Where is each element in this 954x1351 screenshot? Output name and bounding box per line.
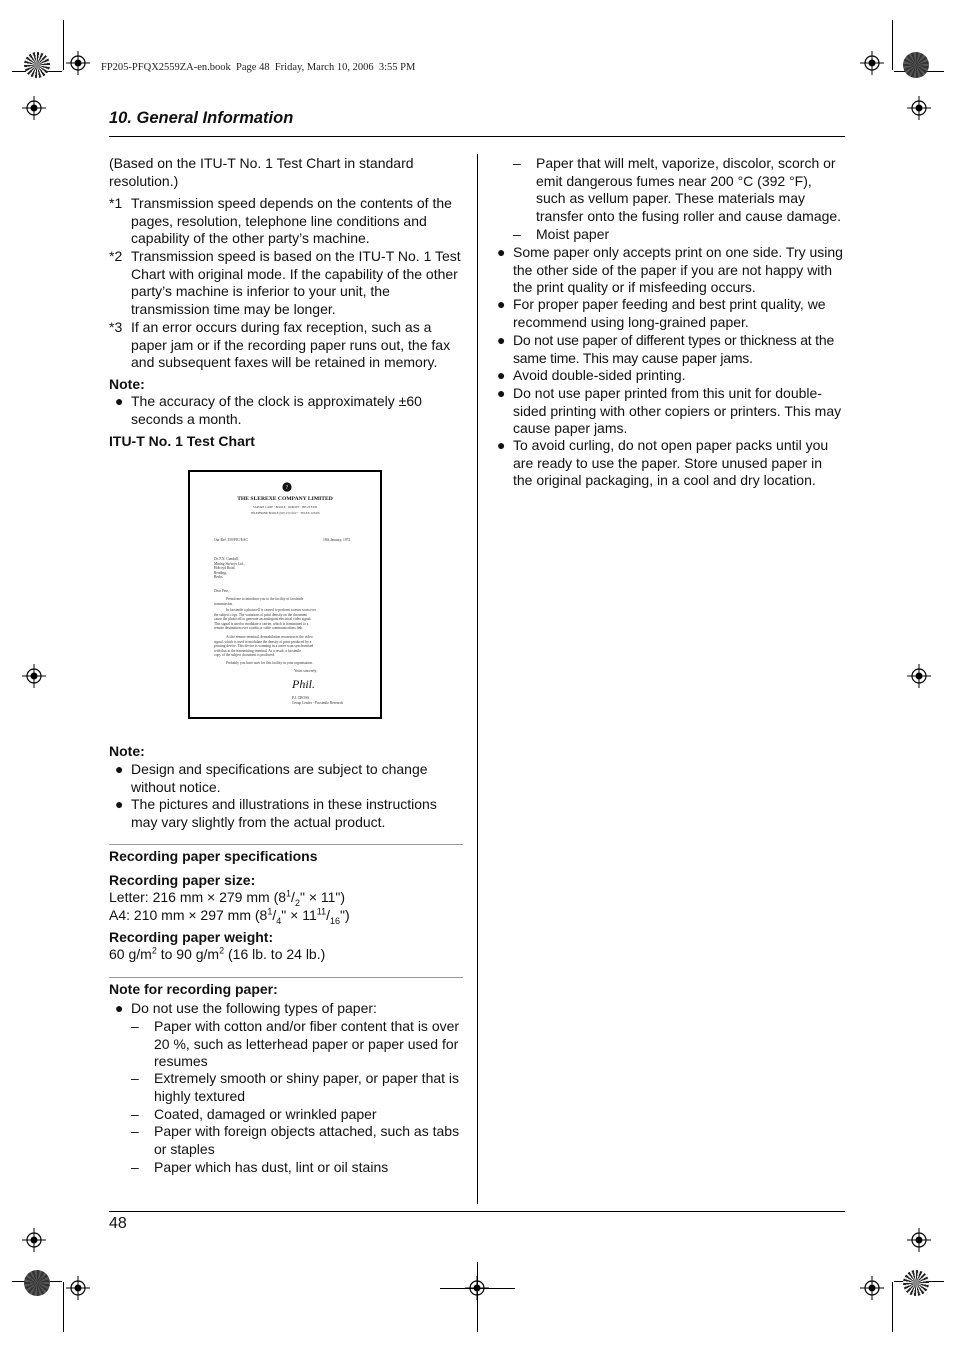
- text-run: " × 11"): [299, 889, 346, 905]
- registration-mark-icon: [907, 664, 931, 688]
- bullet-line: the other side of the paper if you are not happy with: [513, 261, 833, 278]
- text-run: 2: [151, 945, 157, 956]
- intro-text: [109, 155, 464, 190]
- text-run: 4: [276, 915, 282, 926]
- footnote-mark: *3: [109, 319, 123, 335]
- bullet-icon: ●: [115, 796, 124, 812]
- chart-recipient-line: Berks.: [214, 575, 224, 580]
- footnote: [109, 248, 464, 319]
- page-number: 48: [109, 1215, 127, 1232]
- dash-line: Paper with cotton and/or fiber content that is over: [154, 1018, 460, 1034]
- bullet-line: same time. This may cause paper jams.: [513, 349, 753, 366]
- registration-mark-icon: [860, 51, 884, 75]
- note-heading: Note for recording paper:: [109, 981, 278, 997]
- text-run: "): [339, 907, 350, 923]
- bullet-line: For proper paper feeding and best print quality, we: [513, 296, 826, 312]
- chart-line: copy of the subject document is produced.: [214, 653, 275, 658]
- text-run: to 90 g/m: [156, 946, 220, 962]
- chart-recipient-line: Dr. P.N. Cundall,: [214, 557, 239, 561]
- registration-mark-icon: [22, 1228, 46, 1252]
- dash-mark: –: [131, 1123, 139, 1139]
- bullet-line: Design and specifications are subject to change: [131, 761, 428, 777]
- chart-paragraph: [214, 597, 303, 606]
- chart-line: transmission.: [214, 601, 234, 606]
- paper-size-heading: Recording paper size:: [109, 872, 256, 888]
- bullet-item: [491, 296, 849, 331]
- chart-date: 18th January, 1972.: [323, 538, 352, 542]
- footnote-line: Transmission speed depends on the contents of the: [131, 195, 452, 211]
- section-rule: [109, 844, 463, 845]
- chart-ref: Our Ref. 350/PJC/EAC: [214, 538, 248, 542]
- footnote-line: and subsequent faxes will be retained in memory.: [131, 354, 438, 371]
- bullet-item: [491, 385, 849, 438]
- footnote: [109, 319, 464, 372]
- bullet-line: Do not use the following types of paper:: [131, 1000, 377, 1016]
- chart-line: with that at the transmitting terminal. As a result, a facsimile: [214, 648, 302, 653]
- dash-line: or staples: [154, 1140, 215, 1157]
- chart-line: the subject copy. The variations of print density on the document: [214, 612, 308, 617]
- dash-line: Paper that will melt, vaporize, discolor, scorch or: [536, 155, 836, 171]
- intro-line: (Based on the ITU-T No. 1 Test Chart in standard: [109, 155, 414, 171]
- chart-company-name: THE SLEREXE COMPANY LIMITED: [237, 496, 333, 502]
- chart-recipient-line: Holroyd Road,: [214, 566, 236, 571]
- bullet-line: Do not use paper printed from this unit for double-: [513, 385, 822, 401]
- dash-mark: –: [513, 155, 521, 171]
- chart-salutation: Dear Pete,: [214, 589, 229, 593]
- bullet-icon: ●: [497, 296, 506, 312]
- dash-mark: –: [131, 1106, 139, 1122]
- footnote-mark: *1: [109, 195, 123, 211]
- text-run: 1: [286, 888, 292, 899]
- footnote-line: Transmission speed is based on the ITU-T No. 1 Test: [131, 248, 461, 264]
- dash-line: 20 %, such as letterhead paper or paper used for: [154, 1035, 459, 1052]
- registration-mark-icon: [66, 1276, 90, 1300]
- dash-item: [131, 1159, 464, 1177]
- text-run: 2: [219, 945, 225, 956]
- bullet-line: Do not use paper of different types or thickness at the: [513, 332, 835, 348]
- text-run: Letter: 216 mm × 279 mm (8: [109, 889, 287, 905]
- dash-item: [513, 155, 849, 226]
- bullet-icon: ●: [497, 385, 506, 401]
- chart-signer-line: P.J. CROSS: [292, 696, 310, 700]
- paper-size-letter: [109, 889, 345, 907]
- bullet-line: seconds a month.: [131, 410, 242, 427]
- bullet-item: [109, 1000, 464, 1018]
- text-run: 16: [329, 915, 340, 926]
- bullet-item: [491, 437, 849, 490]
- chart-line: Probably you have uses for this facility in your organisation.: [226, 661, 313, 665]
- bullet-line: may vary slightly from the actual product.: [131, 813, 386, 830]
- color-rosette-icon: [903, 52, 929, 78]
- crop-mark: [477, 1262, 478, 1332]
- section-rule: [109, 977, 463, 978]
- dash-line: such as vellum paper. These materials may: [536, 190, 805, 207]
- text-run: /: [272, 907, 277, 923]
- footnote-line: If an error occurs during fax reception, such as a: [131, 319, 432, 335]
- svg-text:?: ?: [285, 485, 289, 492]
- bullet-line: Some paper only accepts print on one side. Try using: [513, 244, 843, 260]
- chart-line: Permit me to introduce you to the facility of facsimile: [226, 597, 304, 601]
- bullet-item: [109, 761, 464, 796]
- chart-address: SAPORS LANE · BOOLE · DORSET · BH 25 8 ER: [253, 505, 317, 509]
- text-run: (16 lb. to 24 lb.): [224, 946, 326, 962]
- text-run: /: [291, 889, 295, 905]
- dash-line: Moist paper: [536, 226, 610, 242]
- chart-phone: TELEPHONE BOOLE (945 13) 51617 · TELEX 123456: [250, 511, 320, 515]
- note-heading: Note:: [109, 743, 145, 759]
- bullet-icon: ●: [497, 437, 506, 453]
- chart-recipient-line: Mining Surveys Ltd.,: [214, 561, 245, 566]
- dash-line: Extremely smooth or shiny paper, or paper that is: [154, 1070, 460, 1086]
- header-rule: [109, 136, 845, 137]
- dash-item: [131, 1018, 464, 1071]
- crop-mark: [63, 1282, 64, 1332]
- color-rosette-icon: [903, 1270, 929, 1296]
- text-run: A4: 210 mm × 297 mm (8: [109, 907, 268, 923]
- dash-item: [131, 1123, 464, 1158]
- footnote-line: party’s machine is inferior to your unit, the: [131, 283, 390, 300]
- chart-line: In facsimile a photocell is caused to perform a raster scan over: [226, 608, 316, 612]
- bullet-line: To avoid curling, do not open paper packs until you: [513, 437, 829, 453]
- bullet-item: [491, 332, 849, 367]
- chart-signature: Phil.: [292, 677, 315, 691]
- intro-line: resolution.): [109, 172, 179, 189]
- dash-item: [131, 1070, 464, 1105]
- chart-paragraph: [214, 608, 316, 631]
- company-logo-icon: [282, 482, 292, 492]
- crop-mark: [892, 20, 893, 70]
- crop-mark: [440, 1288, 515, 1289]
- color-rosette-icon: [24, 1270, 50, 1296]
- chart-line: cause the photocell to generate an analogous electrical video signal.: [214, 617, 312, 622]
- paper-size-a4: [109, 907, 350, 925]
- dash-line: highly textured: [154, 1087, 246, 1104]
- text-run: " × 11: [281, 907, 317, 923]
- bullet-icon: ●: [497, 367, 506, 383]
- chart-recipient: [214, 557, 245, 580]
- chart-line: This signal is used to modulate a carrier, which is transmitted to a: [214, 621, 309, 626]
- footnote-line: pages, resolution, telephone line conditions and: [131, 212, 427, 229]
- chart-paragraph: [226, 661, 313, 666]
- registration-mark-icon: [907, 96, 931, 120]
- text-run: 1: [267, 906, 273, 917]
- bullet-item: [109, 796, 464, 831]
- chart-line: signal, which is used to modulate the density of print produced by a: [214, 639, 312, 644]
- color-rosette-icon: [24, 52, 50, 78]
- bullet-line: without notice.: [131, 778, 221, 795]
- chart-closing: Yours sincerely,: [294, 669, 317, 673]
- paper-weight: [109, 946, 325, 964]
- chart-paragraph: [214, 635, 313, 658]
- registration-mark-icon: [860, 1276, 884, 1300]
- chart-recipient-line: Reading,: [214, 570, 227, 575]
- bullet-icon: ●: [115, 393, 124, 409]
- footnote-line: transmission time may be longer.: [131, 301, 336, 318]
- bullet-line: are ready to use the paper. Store unused paper in: [513, 454, 822, 471]
- bullet-line: sided printing with other copiers or printers. This may: [513, 402, 842, 419]
- dash-line: Paper with foreign objects attached, such as tabs: [154, 1123, 460, 1139]
- bullet-line: Avoid double-sided printing.: [513, 367, 686, 383]
- bullet-line: The pictures and illustrations in these instructions: [131, 796, 437, 812]
- dash-line: Paper which has dust, lint or oil stains: [154, 1159, 389, 1175]
- test-chart-image: [188, 470, 382, 719]
- text-run: 60 g/m: [109, 946, 152, 962]
- crop-mark: [63, 20, 64, 70]
- bullet-icon: ●: [497, 244, 506, 260]
- footnote-mark: *2: [109, 248, 123, 264]
- text-run: /: [326, 907, 330, 923]
- bullet-line: The accuracy of the clock is approximately ±60: [131, 393, 422, 409]
- dash-item: [513, 226, 849, 244]
- dash-line: transfer onto the fusing roller and cause damage.: [536, 208, 842, 225]
- chart-line: remote destination over a radio or cable communications link.: [214, 626, 304, 631]
- footer-rule: [109, 1211, 845, 1212]
- dash-line: Coated, damaged or wrinkled paper: [154, 1106, 377, 1122]
- text-run: 11: [316, 906, 327, 917]
- dash-line: resumes: [154, 1053, 208, 1070]
- bullet-item: [491, 367, 849, 385]
- test-chart-heading: ITU-T No. 1 Test Chart: [109, 433, 255, 449]
- bullet-line: cause paper jams.: [513, 420, 628, 437]
- bullet-icon: ●: [115, 1000, 124, 1016]
- chapter-title: 10. General Information: [109, 109, 294, 127]
- crop-mark: [892, 1282, 893, 1332]
- bullet-item: [491, 244, 849, 297]
- registration-mark-icon: [907, 1228, 931, 1252]
- chart-signer-line: Group Leader - Facsimile Research: [292, 700, 344, 705]
- footnote: [109, 195, 464, 248]
- dash-mark: –: [131, 1070, 139, 1086]
- bullet-line: the original packaging, in a cool and dry location.: [513, 472, 816, 489]
- registration-mark-icon: [22, 664, 46, 688]
- bullet-item: [109, 393, 464, 428]
- chart-line: At the remote terminal, demodulation reconstructs the video: [226, 635, 313, 639]
- dash-item: [131, 1106, 464, 1124]
- footnote-line: paper jam or if the recording paper runs out, the fax: [131, 336, 451, 353]
- chart-line: printing device. This device is scanning in a raster scan synchronised: [214, 644, 314, 649]
- note-heading: Note:: [109, 376, 145, 392]
- text-run: 2: [294, 897, 300, 908]
- dash-mark: –: [131, 1159, 139, 1175]
- bullet-icon: ●: [497, 332, 506, 348]
- bullet-line: recommend using long-grained paper.: [513, 313, 749, 330]
- footnote-line: Chart with original mode. If the capability of the other: [131, 265, 458, 282]
- footnote-line: capability of the other party’s machine.: [131, 230, 370, 247]
- dash-line: emit dangerous fumes near 200 °C (392 °F),: [536, 172, 812, 189]
- registration-mark-icon: [22, 96, 46, 120]
- dash-mark: –: [131, 1018, 139, 1034]
- paper-weight-heading: Recording paper weight:: [109, 929, 274, 945]
- column-divider: [477, 154, 478, 1204]
- dash-mark: –: [513, 226, 521, 242]
- section-heading: Recording paper specifications: [109, 848, 318, 864]
- bullet-icon: ●: [115, 761, 124, 777]
- chart-signer: [292, 696, 343, 705]
- registration-mark-icon: [66, 51, 90, 75]
- file-header: FP205-PFQX2559ZA-en.book Page 48 Friday, March 10, 2006 3:55 PM: [101, 62, 416, 73]
- bullet-line: the print quality or if misfeeding occurs.: [513, 279, 756, 296]
